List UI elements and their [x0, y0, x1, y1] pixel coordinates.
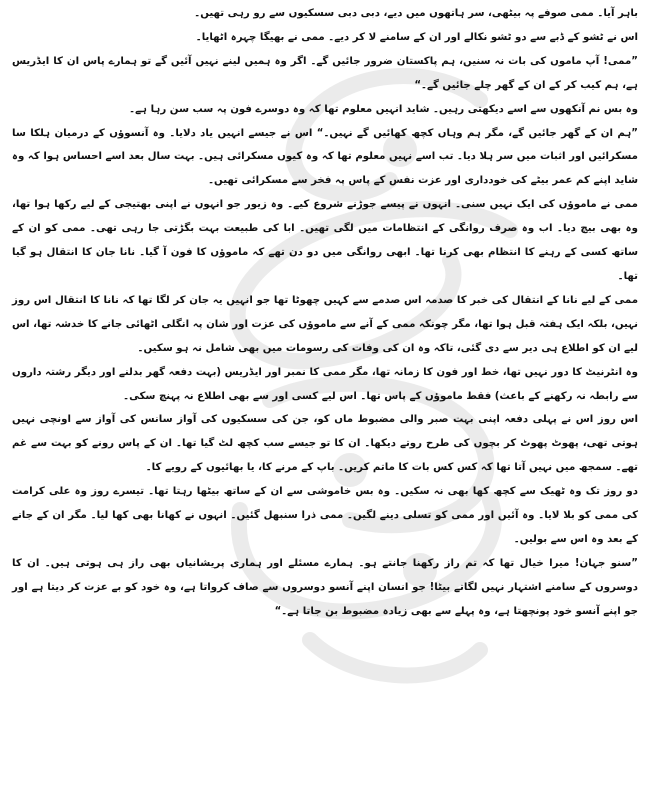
article-body — [12, 2, 638, 624]
paragraph-5: ”ہم ان کے گھر جائیں گے، مگر ہم وہاں کچھ کھائیں گے نہیں۔“ اس نے جیسے انہیں یاد دلایا۔ وہ آنسوؤں کے درمیان ہلکا سا مسکرائیں اور اثبات میں سر ہلا دیا۔ تب اسے نہیں معلوم تھا کہ وہ کیوں مسکرائی ہیں۔ بہت سال بعد اسے احساس ہوا کہ وہ شاید اپنے کم عمر بیٹے کی خودداری اور عزت نفس کے پاس پہ فخر سے مسکرائی تھیں۔ — [12, 127, 638, 187]
paragraph-4: وہ بس نم آنکھوں سے اسے دیکھتی رہیں۔ شاید انہیں معلوم تھا کہ وہ دوسرے فون پہ سب سن رہا ہے۔ — [129, 103, 638, 115]
paragraph-11: ”سنو جہان! میرا خیال تھا کہ تم راز رکھنا جانتے ہو۔ ہمارے مسئلے اور ہماری پریشانیاں بھی راز ہی ہوتی ہیں۔ ان کا دوسروں کے سامنے اشتہار نہیں لگاتے بیٹا! جو انسان اپنے آنسو دوسروں سے صاف کرواتا ہے، وہ خود کو بے عزت کر دیتا ہے اور جو اپنے آنسو خود پونچھتا ہے، وہ پہلے سے بھی زیادہ مضبوط بن جاتا ہے۔“ — [12, 557, 638, 617]
paragraph-7: ممی کے لیے نانا کے انتقال کی خبر کا صدمہ اس صدمے سے کہیں چھوٹا تھا جو انہیں یہ جان کر لگا تھا کہ نانا کا انتقال اس روز نہیں، بلکہ ایک ہفتہ قبل ہوا تھا، مگر چونکہ ممی کے آنے سے ماموؤں کی عزت اور شان پہ انگلی اٹھائی جانے کا خدشہ تھا، اس لیے ان کو اطلاع ہی دیر سے دی گئی، تاکہ وہ ان کی وفات کی رسومات میں بھی شامل نہ ہو سکیں۔ — [12, 294, 638, 354]
paragraph-1: باہر آیا۔ ممی صوفے پہ بیٹھی، سر ہاتھوں میں دیے، دبی دبی سسکیوں سے رو رہی تھیں۔ — [194, 8, 638, 19]
paragraph-2: اس نے ٹشو کے ڈبے سے دو ٹشو نکالے اور ان کے سامنے لا کر دیے۔ ممی نے بھیگا چہرہ اٹھایا۔ — [195, 31, 638, 43]
paragraph-9: اس روز اس نے پہلی دفعہ اپنی بہت صبر والی مضبوط ماں کو، جن کی سسکیوں کی آواز سانس کی آواز سے اونچی نہیں ہوتی تھی، پھوٹ پھوٹ کر بچوں کی طرح روتے دیکھا۔ ان کا تو جیسے سب کچھ لٹ گیا تھا۔ ان کے پاس رونے کو بہت سے غم تھے۔ سمجھ میں نہیں آتا تھا کہ کس کس بات کا ماتم کریں۔ باپ کے مرنے کا، یا بھائیوں کے رویے کا۔ — [12, 414, 638, 474]
paragraph-8: وہ انٹرنیٹ کا دور نہیں تھا، خط اور فون کا زمانہ تھا، مگر ممی کا نمبر اور ایڈریس (بہت دفعہ گھر بدلنے اور دیگر رشتہ داروں سے رابطہ نہ رکھنے کے باعث) فقط ماموؤں کے پاس تھا۔ اس لیے کسی اور سے بھی اطلاع نہ پہنچ سکی۔ — [12, 366, 638, 402]
paragraph-3: ”ممی! آپ ماموں کی بات نہ سنیں، ہم پاکستان ضرور جائیں گے۔ اگر وہ ہمیں لینے نہیں آئیں گے تو ہمارے پاس ان کا ایڈریس ہے، ہم کیب کر کے ان کے گھر چلے جائیں گے۔“ — [12, 55, 638, 91]
paragraph-6: ممی نے ماموؤں کی ایک نہیں سنی۔ انہوں نے پیسے جوڑنے شروع کیے۔ وہ زیور جو انہوں نے اپنی بھتیجی کے لیے رکھا ہوا تھا، وہ بھی بیچ دیا۔ اب وہ صرف روانگی کے انتظامات میں لگی تھیں۔ ابا کی طبیعت بہت بگڑتی جا رہی تھی۔ ممی کو ان کے ساتھ کسی کے رہنے کا انتظام بھی کرنا تھا۔ ابھی روانگی میں دو دن تھے کہ ماموؤں کا فون آ گیا۔ نانا جان کا انتقال ہو گیا تھا۔ — [12, 199, 638, 282]
paragraph-10: دو روز تک وہ ٹھیک سے کچھ کھا بھی نہ سکیں۔ وہ بس خاموشی سے ان کے ساتھ بیٹھا رہتا تھا۔ تیسرے روز وہ علی کرامت کی ممی کو بلا لایا۔ وہ آئیں اور ممی کو تسلی دینے لگیں۔ ممی ذرا سنبھل گئیں۔ انہوں نے کھانا بھی کھا لیا۔ مگر ان کے جانے کے بعد وہ اس سے بولیں۔ — [12, 486, 638, 545]
